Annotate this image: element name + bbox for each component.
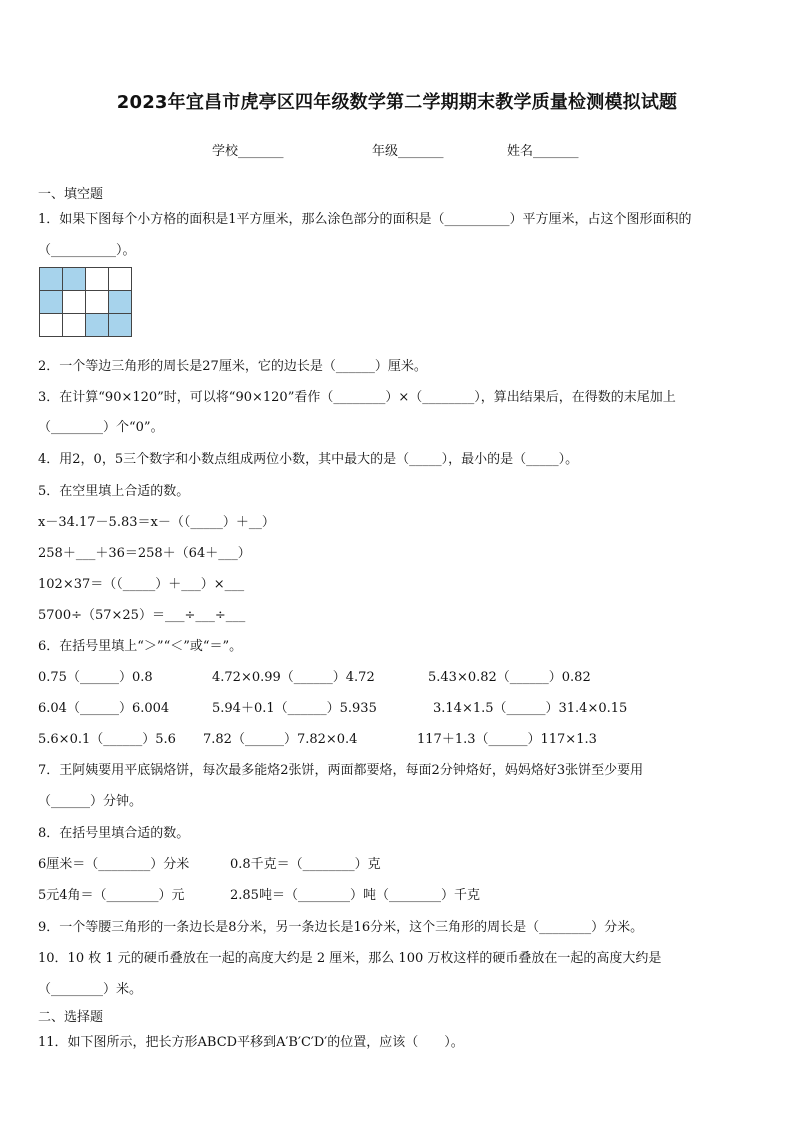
question-7-line-1: 7．王阿姨要用平底锅烙饼，每次最多能烙2张饼，两面都要烙，每面2分钟烙好，妈妈烙好3张饼至少要用 xyxy=(38,763,644,778)
grid-cell-shaded xyxy=(86,314,109,337)
question-6-row-3-col-1: 5.6×0.1（______）5.6 xyxy=(38,732,176,747)
question-5-item-b: 258＋___＋36＝258＋（64＋___） xyxy=(38,546,251,561)
question-8: 8．在括号里填合适的数。 xyxy=(38,826,190,841)
name-field[interactable]: 姓名_______ xyxy=(507,144,579,159)
question-11: 11．如下图所示，把长方形ABCD平移到A′B′C′D′的位置，应该（ ）。 xyxy=(38,1035,464,1050)
question-6-row-3-col-2: 7.82（______）7.82×0.4 xyxy=(203,732,358,747)
question-1-line-1: 1．如果下图每个小方格的面积是1平方厘米，那么涂色部分的面积是（__________）平方厘米，占这个图形面积的 xyxy=(38,212,692,227)
question-8-row-2-col-2: 2.85吨＝（________）吨（________）千克 xyxy=(230,888,480,903)
grid-cell xyxy=(63,314,86,337)
question-3-line-2: （________）个“0”。 xyxy=(38,420,164,435)
section-fill-in-heading: 一、填空题 xyxy=(38,187,104,202)
grid-cell xyxy=(86,291,109,314)
question-10-line-2: （________）米。 xyxy=(38,982,143,997)
grid-cell xyxy=(109,268,132,291)
grid-cell-shaded xyxy=(109,291,132,314)
question-1-line-2: （__________）。 xyxy=(38,243,136,258)
page-title: 2023年宜昌市虎亭区四年级数学第二学期期末教学质量检测模拟试题 xyxy=(116,92,678,113)
grid-cell-shaded xyxy=(40,291,63,314)
grade-field[interactable]: 年级_______ xyxy=(372,144,444,159)
question-6-row-1-col-3: 5.43×0.82（______）0.82 xyxy=(428,670,591,685)
school-field[interactable]: 学校_______ xyxy=(212,144,284,159)
question-8-row-1-col-1: 6厘米＝（________）分米 xyxy=(38,857,190,872)
question-9: 9．一个等腰三角形的一条边长是8分米，另一条边长是16分米，这个三角形的周长是（________）分米。 xyxy=(38,920,644,935)
question-5-item-c: 102×37＝（（_____）＋___）×___ xyxy=(38,577,245,592)
question-6-row-3-col-3: 117＋1.3（______）117×1.3 xyxy=(417,732,597,747)
question-2: 2．一个等边三角形的周长是27厘米，它的边长是（______）厘米。 xyxy=(38,359,427,374)
question-6-row-1-col-1: 0.75（______）0.8 xyxy=(38,670,153,685)
question-5-item-a: x－34.17－5.83＝x－（（_____）＋__） xyxy=(38,515,275,530)
square-grid-figure xyxy=(39,267,132,337)
question-3-line-1: 3．在计算“90×120”时，可以将“90×120”看作（________）×（________），算出结果后，在得数的末尾加上 xyxy=(38,390,676,405)
grid-cell xyxy=(86,268,109,291)
grid-row xyxy=(40,268,132,291)
grid-cell-shaded xyxy=(40,268,63,291)
question-5-item-d: 5700÷（57×25）＝___÷___÷___ xyxy=(38,608,246,623)
question-5: 5．在空里填上合适的数。 xyxy=(38,484,190,499)
grid-row xyxy=(40,291,132,314)
question-6: 6．在括号里填上“＞”“＜”或“＝”。 xyxy=(38,639,243,654)
question-6-row-2-col-3: 3.14×1.5（______）31.4×0.15 xyxy=(433,701,628,716)
question-8-row-1-col-2: 0.8千克＝（________）克 xyxy=(230,857,381,872)
question-8-row-2-col-1: 5元4角＝（________）元 xyxy=(38,888,185,903)
grid-cell xyxy=(63,291,86,314)
question-6-row-1-col-2: 4.72×0.99（______）4.72 xyxy=(212,670,375,685)
question-6-row-2-col-2: 5.94＋0.1（______）5.935 xyxy=(212,701,377,716)
question-6-row-2-col-1: 6.04（______）6.004 xyxy=(38,701,170,716)
grid-cell xyxy=(40,314,63,337)
grid-cell-shaded xyxy=(63,268,86,291)
grid-cell-shaded xyxy=(109,314,132,337)
question-10-line-1: 10．10 枚 1 元的硬币叠放在一起的高度大约是 2 厘米，那么 100 万枚这样的硬币叠放在一起的高度大约是 xyxy=(38,951,662,966)
question-7-line-2: （______）分钟。 xyxy=(38,794,143,809)
question-4: 4．用2，0，5三个数字和小数点组成两位小数，其中最大的是（_____），最小的是（_____）。 xyxy=(38,452,579,467)
section-choice-heading: 二、选择题 xyxy=(38,1010,104,1025)
grid-row xyxy=(40,314,132,337)
